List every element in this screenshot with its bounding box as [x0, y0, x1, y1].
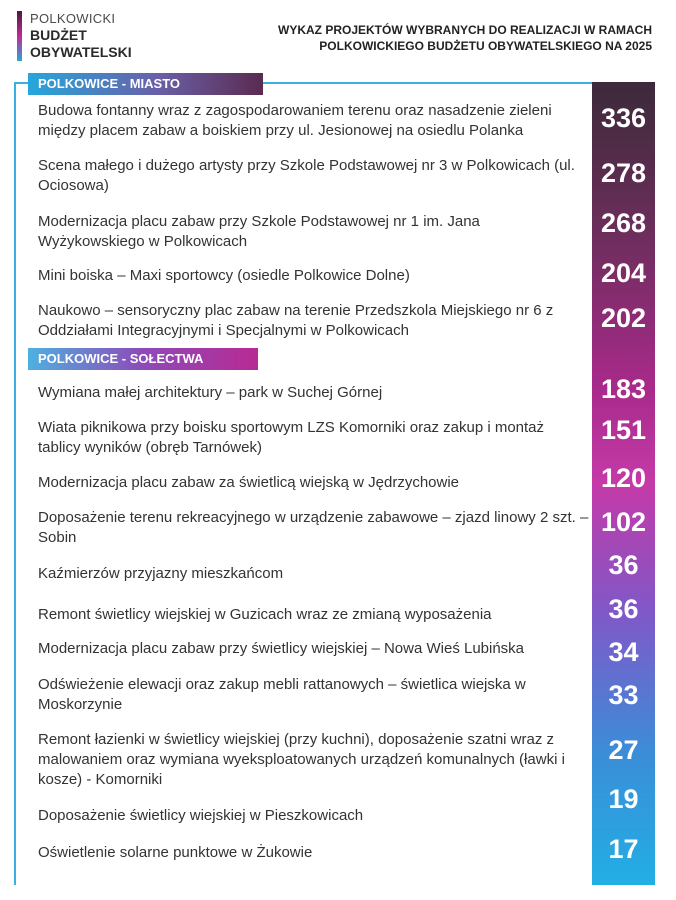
logo-line-2: BUDŻET — [30, 27, 87, 43]
project-votes: 19 — [608, 784, 639, 814]
project-name: Kaźmierzów przyjazny mieszkańcom — [38, 565, 284, 582]
page-title-line-2: POLKOWICKIEGO BUDŻETU OBYWATELSKIEGO NA 2025 — [319, 39, 652, 53]
logo — [17, 8, 152, 64]
project-votes: 120 — [600, 463, 647, 493]
project-votes: 336 — [600, 103, 647, 133]
logo-line-3: OBYWATELSKI — [30, 44, 132, 60]
page-title — [212, 22, 652, 54]
project-name: Odświeżenie elewacji oraz zakup mebli rattanowych – świetlica wiejska w Moskorzynie — [38, 676, 526, 713]
project-votes: 268 — [600, 208, 647, 238]
project-name: Mini boiska – Maxi sportowcy (osiedle Polkowice Dolne) — [38, 267, 410, 284]
section-label-miasto: POLKOWICE - MIASTO — [28, 73, 263, 95]
project-votes: 17 — [608, 834, 639, 864]
project-votes: 36 — [608, 594, 639, 624]
project-votes: 34 — [608, 637, 639, 667]
project-votes: 151 — [600, 415, 647, 445]
project-name: Doposażenie terenu rekreacyjnego w urządzenie zabawowe – zjazd linowy 2 szt. – Sobin — [38, 509, 589, 546]
project-name: Doposażenie świetlicy wiejskiej w Pieszkowicach — [38, 807, 364, 824]
logo-accent-bar — [17, 11, 22, 61]
project-name: Budowa fontanny wraz z zagospodarowaniem terenu oraz nasadzenie zieleni między placem zabaw a boiskiem przy ul. Jesionowej na osiedlu Polanka — [38, 102, 552, 139]
project-name: Remont łazienki w świetlicy wiejskiej (przy kuchni), doposażenie szatni wraz z malowaniem oraz wymiana wyeksploatowanych urządzeń komunalnych (ławki i kosze) - Komorniki — [38, 731, 565, 788]
project-name: Modernizacja placu zabaw przy świetlicy wiejskiej – Nowa Wieś Lubińska — [38, 640, 525, 657]
project-name: Remont świetlicy wiejskiej w Guzicach wraz ze zmianą wyposażenia — [38, 606, 492, 623]
logo-line-1: POLKOWICKI — [30, 11, 116, 26]
project-votes: 204 — [600, 258, 647, 288]
project-votes: 36 — [608, 550, 639, 580]
project-votes: 202 — [600, 303, 647, 333]
project-name: Modernizacja placu zabaw za świetlicą wiejską w Jędrzychowie — [38, 474, 460, 491]
project-votes: 278 — [600, 158, 647, 188]
project-votes: 183 — [600, 374, 647, 404]
section-label-solectwa: POLKOWICE - SOŁECTWA — [28, 348, 258, 370]
project-votes: 102 — [600, 507, 647, 537]
page-title-line-1: WYKAZ PROJEKTÓW WYBRANYCH DO REALIZACJI W RAMACH — [278, 23, 652, 37]
project-votes: 33 — [608, 680, 639, 710]
project-votes: 27 — [608, 735, 639, 765]
project-name: Oświetlenie solarne punktowe w Żukowie — [38, 844, 313, 861]
project-name: Wiata piknikowa przy boisku sportowym LZS Komorniki oraz zakup i montaż tablicy wyników (obręb Tarnówek) — [38, 419, 545, 456]
project-name: Wymiana małej architektury – park w Suchej Górnej — [38, 384, 383, 401]
project-name: Scena małego i dużego artysty przy Szkole Podstawowej nr 3 w Polkowicach (ul. Ociosowa) — [38, 157, 575, 194]
project-name: Modernizacja placu zabaw przy Szkole Podstawowej nr 1 im. Jana Wyżykowskiego w Polkowicach — [38, 213, 480, 250]
project-name: Naukowo – sensoryczny plac zabaw na terenie Przedszkola Miejskiego nr 6 z Oddziałami Integracyjnymi i Specjalnymi w Polkowicach — [38, 302, 554, 339]
